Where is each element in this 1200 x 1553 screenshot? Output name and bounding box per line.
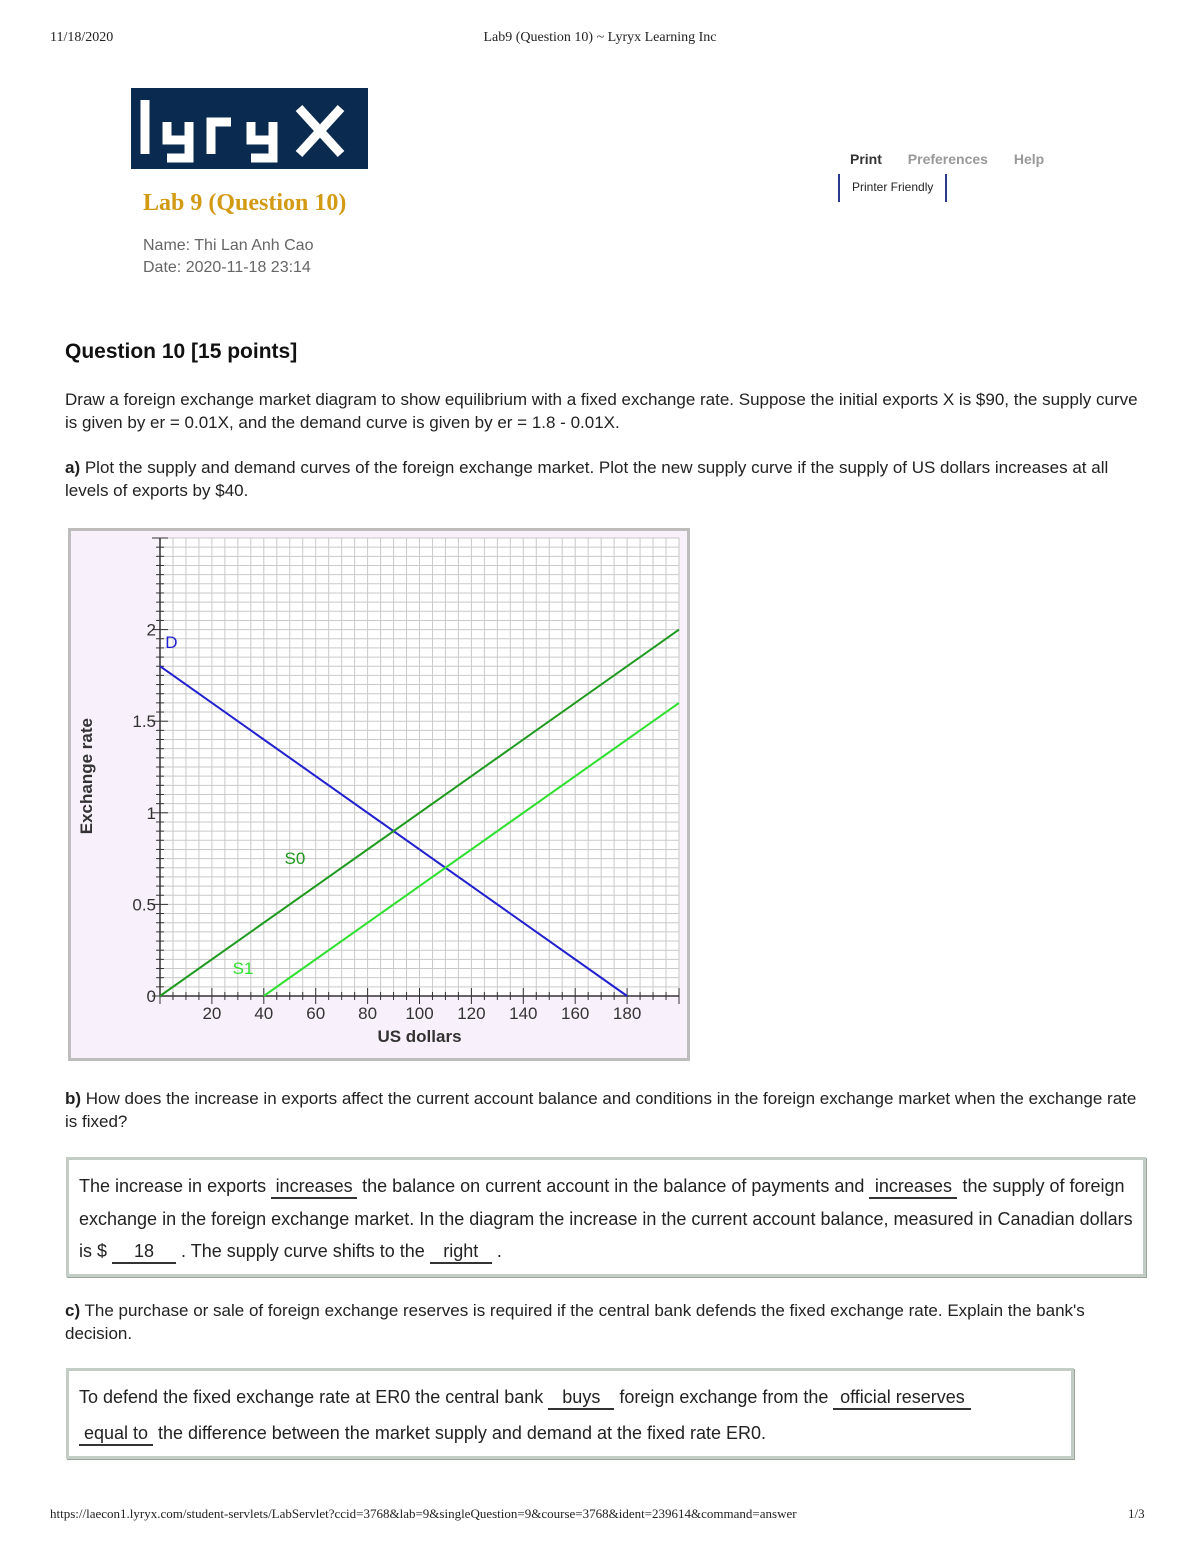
y-tick-label: 0.5 xyxy=(132,895,156,915)
x-tick-label: 80 xyxy=(358,1004,378,1023)
y-tick-label: 2 xyxy=(146,620,156,640)
answer-b-blank-3[interactable]: 18 xyxy=(112,1240,176,1264)
top-nav xyxy=(850,151,1066,167)
submission-date: Date: 2020-11-18 23:14 xyxy=(143,259,311,276)
student-name: Name: Thi Lan Anh Cao xyxy=(143,237,314,254)
part-a-text: Plot the supply and demand curves of the foreign exchange market. Plot the new supply curve if the supply of US dollars increases at all levels of exports by $40. xyxy=(65,458,1109,500)
lyryx-logo-icon xyxy=(131,88,368,169)
series-label-d: D xyxy=(165,632,178,652)
printer-friendly-link[interactable]: Printer Friendly xyxy=(838,174,947,202)
answer-b-text-3: the supply of foreign exchange in the foreign exchange market. In the diagram the increase in the current account balance, measured in Canadian dollars is $ xyxy=(79,1176,1133,1261)
answer-b-text-1: The increase in exports xyxy=(79,1176,272,1196)
nav-preferences-link[interactable]: Preferences xyxy=(907,151,988,167)
part-a-prompt xyxy=(65,456,1145,502)
series-label-s0: S0 xyxy=(284,849,306,869)
print-header-date: 11/18/2020 xyxy=(50,30,114,45)
print-header-title: Lab9 (Question 10) ~ Lyryx Learning Inc xyxy=(483,30,717,45)
x-tick-label: 180 xyxy=(612,1004,642,1023)
answer-b-blank-4[interactable]: right xyxy=(430,1240,492,1264)
question-text: Draw a foreign exchange market diagram to show equilibrium with a fixed exchange rate. Suppose the initial exports X is $90, the supply curve is given by er = 0.01X, and the demand curve is given by er = 1.8 - 0.01X. xyxy=(65,390,1138,432)
lab-title: Lab 9 (Question 10) xyxy=(143,190,347,216)
footer-url: https://laecon1.lyryx.com/student-servlets/LabServlet?ccid=3768&lab=9&singleQuestion=9&course=3768&ident=239614&command=answer xyxy=(50,1506,797,1521)
part-a-label: a) xyxy=(65,458,81,477)
x-axis-label: US dollars xyxy=(377,1027,462,1046)
x-tick-label: 60 xyxy=(306,1004,326,1023)
y-axis-label: Exchange rate xyxy=(77,718,96,835)
x-tick-label: 140 xyxy=(509,1004,538,1023)
part-c-label: c) xyxy=(65,1301,81,1320)
answer-b-blank-2[interactable]: increases xyxy=(869,1175,957,1199)
answer-c-text-2: foreign exchange from the xyxy=(614,1387,834,1407)
x-tick-label: 100 xyxy=(405,1004,434,1023)
exchange-rate-chart[interactable] xyxy=(68,528,690,1061)
y-tick-label: 1 xyxy=(146,803,156,823)
answer-c-blank-3[interactable]: equal to xyxy=(79,1422,153,1446)
answer-b-text-4: . The supply curve shifts to the xyxy=(176,1241,430,1261)
chart-canvas xyxy=(68,528,690,1061)
x-tick-label: 160 xyxy=(561,1004,590,1023)
x-tick-label: 20 xyxy=(202,1004,222,1023)
series-label-s1: S1 xyxy=(232,959,254,979)
answer-c-text-3: the difference between the market supply and demand at the fixed rate ER0. xyxy=(153,1423,767,1443)
x-tick-label: 120 xyxy=(457,1004,486,1023)
answer-b-blank-1[interactable]: increases xyxy=(271,1175,357,1199)
answer-c-blank-1[interactable]: buys xyxy=(548,1386,614,1410)
question-heading: Question 10 [15 points] xyxy=(65,340,298,363)
y-tick-label: 0 xyxy=(146,987,156,1006)
part-b-text: How does the increase in exports affect the current account balance and conditions in the foreign exchange market when the exchange rate is fixed? xyxy=(65,1089,1137,1131)
answer-b-text-5: . xyxy=(491,1241,502,1261)
y-tick-label: 1.5 xyxy=(132,712,156,732)
answer-b-text-2: the balance on current account in the balance of payments and xyxy=(357,1176,870,1196)
answer-box-b xyxy=(66,1157,1146,1277)
part-c-text: The purchase or sale of foreign exchange reserves is required if the central bank defends the fixed exchange rate. Explain the bank's decision. xyxy=(65,1301,1085,1343)
nav-help-link[interactable]: Help xyxy=(1013,151,1045,167)
answer-c-text-1: To defend the fixed exchange rate at ER0 the central bank xyxy=(79,1387,549,1407)
part-b-label: b) xyxy=(65,1089,82,1108)
part-c-prompt xyxy=(65,1299,1145,1345)
x-tick-label: 40 xyxy=(254,1004,274,1023)
part-b-prompt xyxy=(65,1087,1145,1133)
chart-grid xyxy=(160,538,679,996)
nav-print-link[interactable]: Print xyxy=(850,151,882,167)
answer-c-blank-2[interactable]: official reserves xyxy=(833,1386,971,1410)
lyryx-logo[interactable] xyxy=(131,88,368,169)
footer-page-number: 1/3 xyxy=(1128,1506,1145,1521)
answer-box-c xyxy=(66,1368,1074,1459)
